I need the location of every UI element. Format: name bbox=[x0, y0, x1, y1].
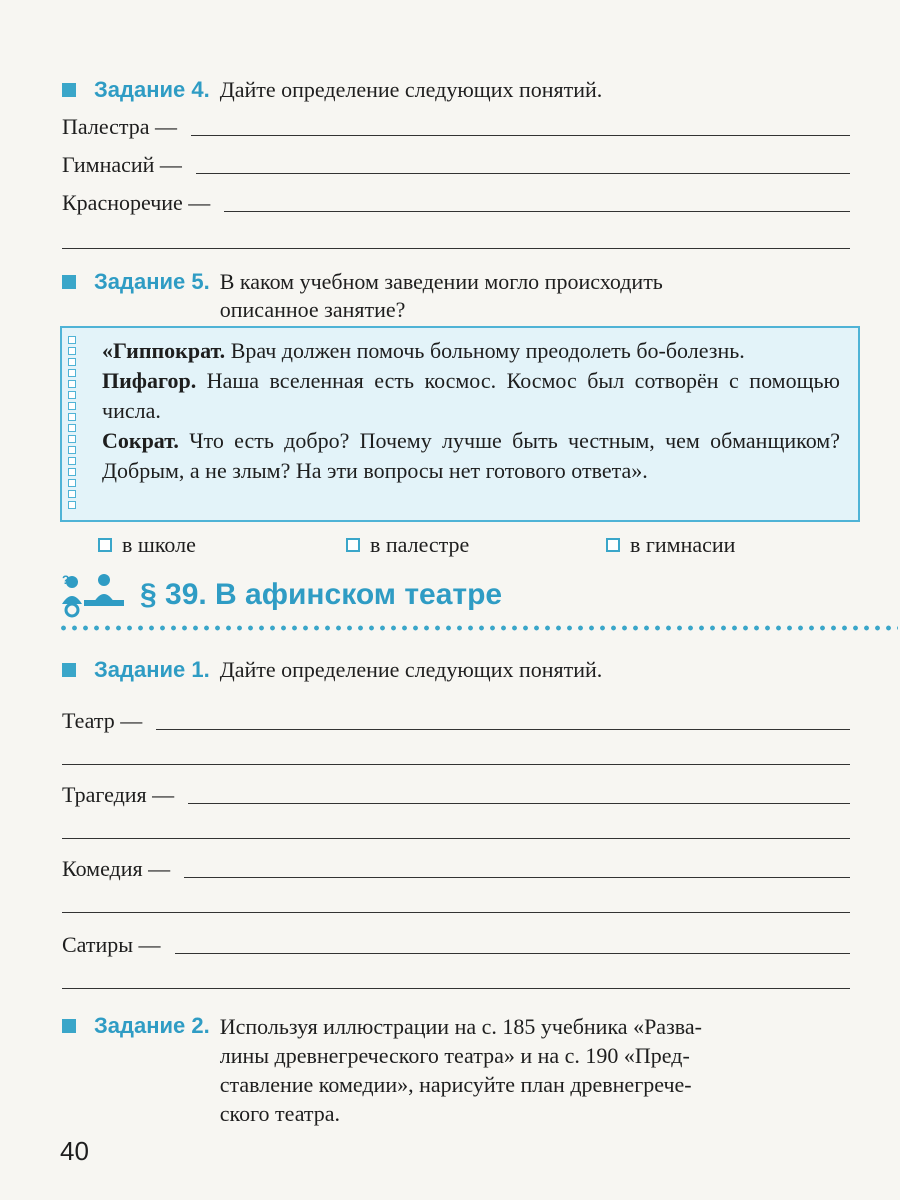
task-4-text: Дайте определение следующих понятий. bbox=[219, 77, 603, 102]
section-heading bbox=[58, 570, 502, 620]
task-5-label: Задание 5. bbox=[94, 269, 210, 294]
quote-box-border-dots bbox=[68, 336, 80, 509]
option-label: в гимнасии bbox=[630, 532, 736, 557]
task-2-heading bbox=[62, 1012, 860, 1128]
answer-line[interactable] bbox=[62, 988, 850, 989]
term-label: Комедия — bbox=[62, 856, 171, 881]
option-gymnasium[interactable] bbox=[606, 532, 735, 558]
task-2-label: Задание 2. bbox=[94, 1013, 210, 1038]
option-school[interactable] bbox=[98, 532, 196, 558]
term-label: Палестра — bbox=[62, 114, 178, 139]
section-title: § 39. В афинском театре bbox=[140, 578, 503, 611]
answer-options bbox=[98, 532, 798, 562]
svg-text:?: ? bbox=[62, 573, 70, 587]
answer-line[interactable] bbox=[224, 211, 850, 212]
task-5-text bbox=[220, 268, 663, 324]
quote-hippocrates: «Гиппократ. Врач должен помочь больному преодолеть бо-болезнь. bbox=[102, 338, 745, 363]
page-number: 40 bbox=[60, 1136, 89, 1166]
option-label: в школе bbox=[122, 532, 196, 557]
task-1-text: Дайте определение следующих понятий. bbox=[219, 657, 603, 682]
task-4-label: Задание 4. bbox=[94, 77, 210, 102]
checkbox[interactable] bbox=[346, 538, 360, 552]
answer-line[interactable] bbox=[62, 248, 850, 249]
answer-line[interactable] bbox=[188, 803, 850, 804]
task-5-text-line-2: описанное занятие? bbox=[219, 297, 406, 322]
term-row-palestra bbox=[62, 108, 850, 140]
term-label: Театр — bbox=[62, 708, 143, 733]
term-label: Трагедия — bbox=[62, 782, 175, 807]
term-label: Гимнасий — bbox=[62, 152, 182, 177]
term-row-comedy bbox=[62, 850, 850, 882]
term-row-tragedy bbox=[62, 776, 850, 808]
answer-line[interactable] bbox=[196, 173, 850, 174]
quote-pythagoras: Пифагор. Наша вселенная есть космос. Космос был сотворён с помощью числа. bbox=[102, 368, 840, 423]
task-5-heading bbox=[62, 268, 860, 324]
task-5-text-line-1: В каком учебном заведении могло происходить bbox=[219, 269, 663, 294]
term-row-gymnasium bbox=[62, 146, 850, 178]
term-row-theatre bbox=[62, 702, 850, 734]
task-marker-icon bbox=[62, 275, 76, 289]
students-icon bbox=[58, 570, 128, 620]
checkbox[interactable] bbox=[606, 538, 620, 552]
term-label: Красноречие — bbox=[62, 190, 211, 215]
quote-socrates: Сократ. Что есть добро? Почему лучше быть честным, чем обманщиком? Добрым, а не злым? На эти вопросы нет готового ответа». bbox=[102, 428, 840, 483]
answer-line[interactable] bbox=[62, 912, 850, 913]
answer-line[interactable] bbox=[62, 838, 850, 839]
task-marker-icon bbox=[62, 83, 76, 97]
task-4-heading bbox=[62, 76, 602, 104]
section-divider bbox=[58, 624, 898, 632]
task-1-heading bbox=[62, 656, 602, 684]
task-marker-icon bbox=[62, 1019, 76, 1033]
answer-line[interactable] bbox=[184, 877, 850, 878]
quote-text bbox=[102, 336, 840, 486]
answer-line[interactable] bbox=[175, 953, 850, 954]
answer-line[interactable] bbox=[62, 764, 850, 765]
quote-box bbox=[60, 326, 860, 522]
term-label: Сатиры — bbox=[62, 932, 161, 957]
option-label: в палестре bbox=[370, 532, 470, 557]
option-palestra[interactable] bbox=[346, 532, 469, 558]
term-row-satyrs bbox=[62, 926, 850, 958]
answer-line[interactable] bbox=[156, 729, 850, 730]
task-1-label: Задание 1. bbox=[94, 657, 210, 682]
task-2-text: Используя иллюстрации на с. 185 учебника «Разва- лины древнегреческого театра» и на с. 190 «Пред- ставление комедии», нарисуйте план древнегрече- ского театра. bbox=[219, 1014, 702, 1126]
checkbox[interactable] bbox=[98, 538, 112, 552]
task-marker-icon bbox=[62, 663, 76, 677]
answer-line[interactable] bbox=[191, 135, 850, 136]
term-row-eloquence bbox=[62, 184, 850, 216]
